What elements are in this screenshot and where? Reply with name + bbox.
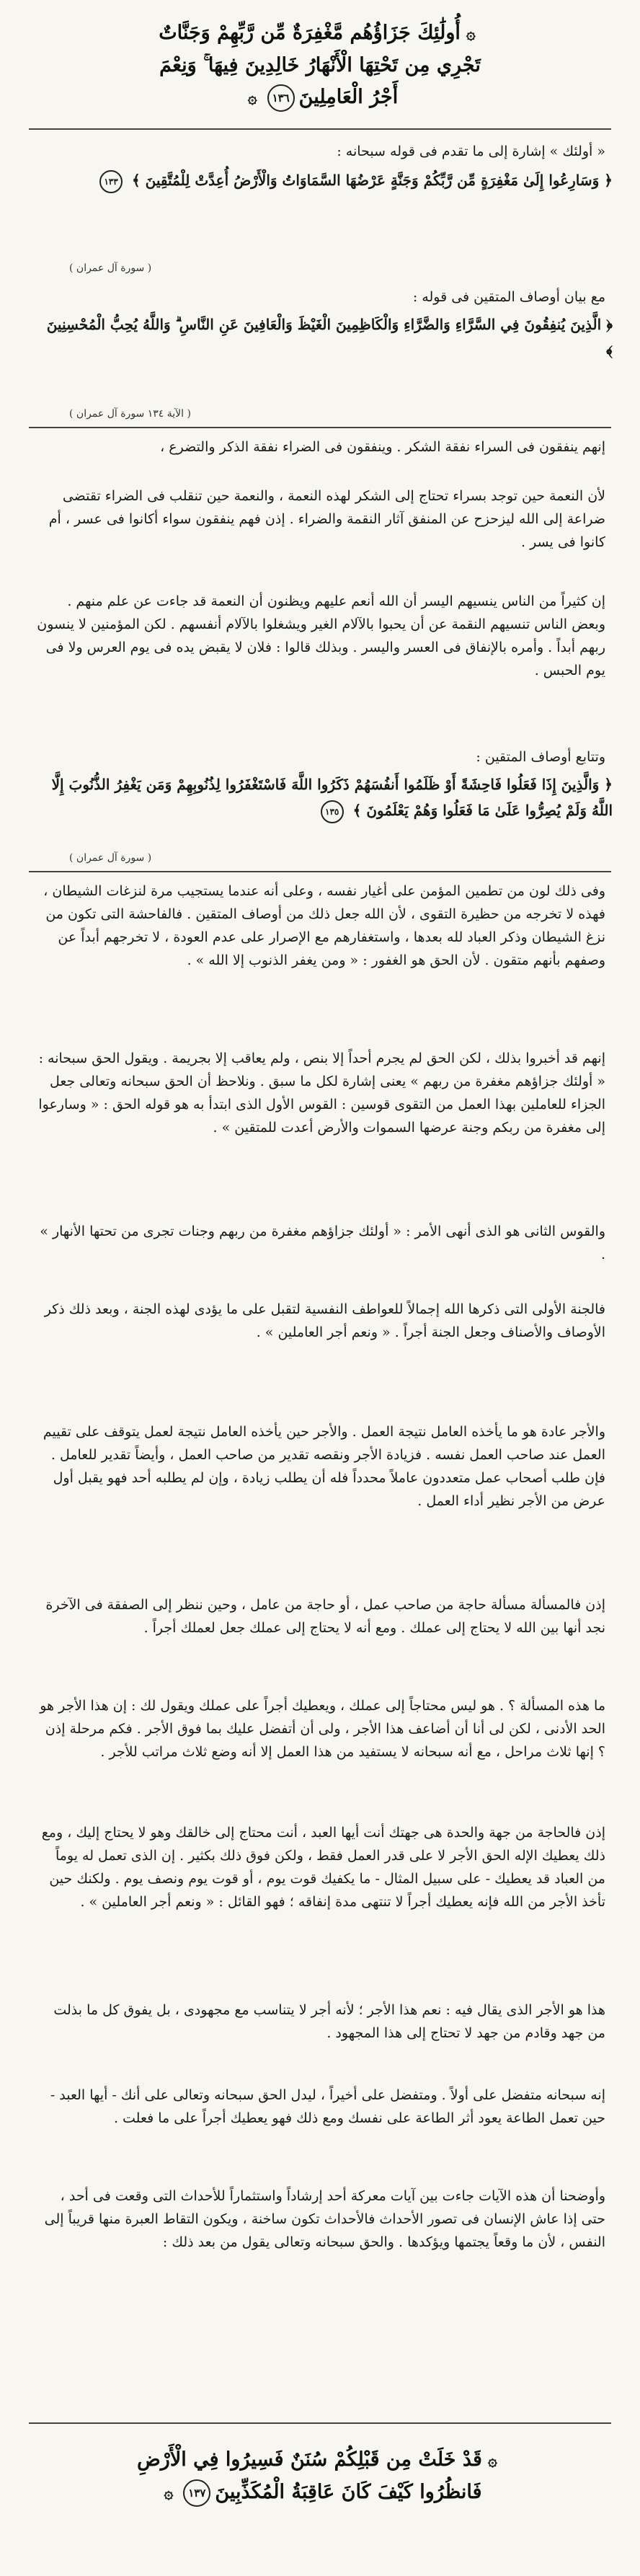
bottom-verse-line1 xyxy=(58,2444,582,2477)
top-verse-line3 xyxy=(58,81,582,114)
bottom-verse-line1-text: قَدْ خَلَتْ مِن قَبْلِكُمْ سُنَنٌ فَسِيرُوا فِي الْأَرْضِ xyxy=(137,2448,482,2471)
top-verse-line1 xyxy=(58,17,582,50)
top-verse-line3-text: أَجْرُ الْعَامِلِينَ xyxy=(298,86,399,108)
paragraph-14: وأوضحنا أن هذه الآيات جاءت بين آيات معركة أحد إرشاداً واستثماراً للأحداث التى وقعت فى أحد ، حتى إذا عاش الإنسان فى تصور الأحداث فالأحداث تكون ساخنة ، ويكون التقاط العبرة منها قريباً إلى النفس ، لأن ما وقعاً يجتمها ويؤكدها . والحق سبحانه وتعالى يقول من بعد ذلك : xyxy=(44,2188,605,2250)
paragraph-3: إن كثيراً من الناس ينسيهم اليسر أن الله أنعم عليهم ويظنون أن النعمة قد جاءت عن علم منهم . وبعض الناس تنسيهم النقمة عن أن يحبوا بالآلام الغير ويشغلوا بالآلام أنفسهم . لكن المؤمنين لا ينسون ربهم أبداً . وأمره بالإنفاق فى العسر واليسر . وبذلك قالوا : فلان لا يقبض يده فى يوم العرس ولا فى يوم الحبس . xyxy=(37,593,605,678)
quran-quote-2: ﴿ الَّذِينَ يُنفِقُونَ فِي السَّرَّاءِ وَالضَّرَّاءِ وَالْكَاظِمِينَ الْغَيْظَ وَالْعَافِينَ عَنِ النَّاسِ ۗ وَاللَّهُ يُحِبُّ الْمُحْسِنِينَ ﴾ xyxy=(46,316,613,359)
ornament-icon: ۞ xyxy=(164,2484,174,2502)
intro-text-1: « أولئك » إشارة إلى ما تقدم فى قوله سبحانه : xyxy=(337,143,605,159)
paragraph-1: إنهم ينفقون فى السراء نفقة الشكر . وينفقون فى الضراء نفقة الذكر والتضرع ، xyxy=(160,439,605,455)
paragraph-4: وفى ذلك لون من تطمين المؤمن على أغيار نفسه ، وعلى أنه عندما يستجيب مرة لنزغات الشيطان ، فهذه لا تخرجه من حظيرة التقوى ، لأن الله جعل ذلك من أوصاف المتقين . فالفاحشة التى تكون من نزغ الشيطان وذكر العباد لله بعدها ، واستغفارهم مع الإصرار على عدم العودة ، لا تخرجهم أبداً عن وصفهم بأنهم متقون . لأن الحق هو الغفور : « ومن يغفر الذنوب إلا الله » . xyxy=(43,883,605,968)
ornament-icon: ۞ xyxy=(466,25,476,43)
quote-1-text: ﴿ وَسَارِعُوا إِلَىٰ مَغْفِرَةٍ مِّن رَّبِّكُمْ وَجَنَّةٍ عَرْضُهَا السَّمَاوَاتُ وَالْأَرْضُ أُعِدَّتْ لِلْمُتَّقِينَ ﴾ xyxy=(131,172,613,189)
quran-quote-3 xyxy=(35,771,620,823)
bottom-verse xyxy=(58,2444,582,2509)
ornament-icon: ۞ xyxy=(247,89,257,107)
verse-number-badge: ١٣٧ xyxy=(183,2479,210,2507)
paragraph-11: إذن فالحاجة من جهة والحدة هى جهتك أنت أيها العبد ، أنت محتاج إلى خالقك وهو لا يحتاج إليك ، ومع ذلك يعطيك الإله الحق الأجر لا على قدر العمل فقط ، ولكن فوق ذلك بكثير . إن الذى تعمل له يوماً من العباد قد يعطيك - على سبيل المثال - ما يكفيك قوت يوم ، أو قوت يوم ونصف يوم . ولكنك حين تأخذ الأجر من الله فإنه يعطيك أجراً لا تنتهى مدة إنفاقه ؛ فهو القائل : « ونعم أجر العاملين » . xyxy=(41,1825,605,1910)
bottom-verse-line2 xyxy=(58,2477,582,2509)
quran-quote-1 xyxy=(35,167,620,193)
paragraph-9: إذن فالمسألة مسألة حاجة من صاحب عمل ، أو حاجة من عامل ، وحين ننظر إلى الصفقة فى الآخرة نجد أنها بين الله لا يحتاج إلى عملك . ومع أنه لا يحتاج إلى عملك جعل لعملك أجراً . xyxy=(45,1597,605,1636)
top-verse xyxy=(58,17,582,114)
divider xyxy=(29,427,611,428)
source-citation-3: ( سورة آل عمران ) xyxy=(69,852,152,864)
intro-text-3: وتتابع أوصاف المتقين : xyxy=(476,749,605,765)
paragraph-10: ما هذه المسألة ؟ . هو ليس محتاجاً إلى عملك ، ويعطيك أجراً على عملك ويقول لك : إن هذا الأجر هو الحد الأدنى ، لكن لى أنا أن أضاعف هذا الأجر ، ولى أن أتفضل عليك بما فوق الأجر . فكم مرحلة إذن ؟ إنها ثلاث مراحل ، مع أنه سبحانه لا يستفيد من هذا العمل إلا أنه وضع ثلاث مراتب للأجر . xyxy=(40,1698,605,1760)
divider xyxy=(29,871,611,872)
quote-3-text: ﴿ وَالَّذِينَ إِذَا فَعَلُوا فَاحِشَةً أَوْ ظَلَمُوا أَنفُسَهُمْ ذَكَرُوا اللَّهَ فَاسْتَغْفَرُوا لِذُنُوبِهِمْ وَمَن يَغْفِرُ الذُّنُوبَ إِلَّا اللَّهُ وَلَمْ يُصِرُّوا عَلَىٰ مَا فَعَلُوا وَهُمْ يَعْلَمُونَ ﴾ xyxy=(51,776,613,819)
top-verse-line2: تَجْرِي مِن تَحْتِهَا الْأَنْهَارُ خَالِدِينَ فِيهَا ۚ وَنِعْمَ xyxy=(159,54,481,76)
paragraph-6: والقوس الثانى هو الذى أنهى الأمر : « أولئك جزاؤهم مغفرة من ربهم وجنات تجرى من تحتها الأنهار » . xyxy=(40,1223,605,1262)
source-citation-1: ( سورة آل عمران ) xyxy=(69,262,152,274)
verse-number-badge: ١٣٥ xyxy=(321,800,344,823)
paragraph-13: إنه سبحانه متفضل على أولاً . ومتفضل على أخيراً ، ليدل الحق سبحانه وتعالى على أنك - أيها العبد - حين تعمل الطاعة يعود أثر الطاعة على نفسك ومع ذلك فهو يعطيك أجراً على ما فعلت . xyxy=(50,2087,605,2126)
divider xyxy=(29,128,611,130)
paragraph-7: فالجنة الأولى التى ذكرها الله إجمالاً للعواطف النفسية لتقبل على ما يؤدى لهذه الجنة ، وبعد ذلك ذكر الأوصاف والأصناف وجعل الجنة أجراً . « ونعم أجر العاملين » . xyxy=(44,1301,605,1340)
paragraph-5: إنهم قد أخبروا بذلك ، لكن الحق لم يجرم أحداً إلا بنص ، ولم يعاقب إلا بجريمة . ويقول الحق سبحانه : « أولئك جزاؤهم مغفرة من ربهم » يعنى إشارة لكل ما سبق . ونلاحظ أن الحق سبحانه وتعالى جعل الجزاء للعاملين بهذا العمل من التقوى قوسين : القوس الأول الذى ابتدأ به هو قوله الحق : « وسارعوا إلى مغفرة من ربكم وجنة عرضها السموات والأرض أعدت للمتقين » . xyxy=(38,1050,605,1136)
top-verse-line1-text: أُولَٰئِكَ جَزَاؤُهُم مَّغْفِرَةٌ مِّن رَّبِّهِمْ وَجَنَّاتٌ xyxy=(159,22,461,44)
ornament-icon: ۞ xyxy=(487,2451,497,2470)
bottom-verse-line2-text: فَانظُرُوا كَيْفَ كَانَ عَاقِبَةُ الْمُكَذِّبِينَ xyxy=(215,2481,482,2503)
verse-number-badge: ١٣٣ xyxy=(99,170,123,193)
paragraph-2: لأن النعمة حين توجد بسراء تحتاج إلى الشكر لهذه النعمة ، والنعمة حين تنقلب فى الضراء تقتضى ضراعة إلى الله ليزحزح عن المنفق آثار النقمة والضراء . إذن فهم ينفقون سواء أكانوا فى عسر ، أم كانوا فى يسر . xyxy=(48,488,605,550)
paragraph-12: هذا هو الأجر الذى يقال فيه : نعم هذا الأجر ؛ لأنه أجر لا يتناسب مع مجهودى ، بل يفوق كل ما بذلت من جهد وقادم من جهد لا تحتاج إلى هذا المجهود . xyxy=(53,2002,605,2041)
source-citation-2: ( الآية ١٣٤ سورة آل عمران ) xyxy=(69,408,191,420)
paragraph-8: والأجر عادة هو ما يأخذه العامل نتيجة العمل . والأجر حين يأخذه العامل نتيجة لعمل يتوقف على تقييم العمل عند صاحب العمل نفسه . فزيادة الأجر ونقصه تقدير من صاحب العمل ، وأيضاً تقدير للعامل . فإن طلب أصحاب عمل متعددون عاملاً محدداً فله أن يطلب زيادة ، وإن لم يطلبه أحد فهو يقبل أول عرض من الأجر نظير أداء العمل . xyxy=(43,1424,605,1509)
verse-number-badge: ١٣٦ xyxy=(267,84,295,112)
divider xyxy=(29,2422,611,2424)
intro-text-2: مع بيان أوصاف المتقين فى قوله : xyxy=(412,289,605,305)
